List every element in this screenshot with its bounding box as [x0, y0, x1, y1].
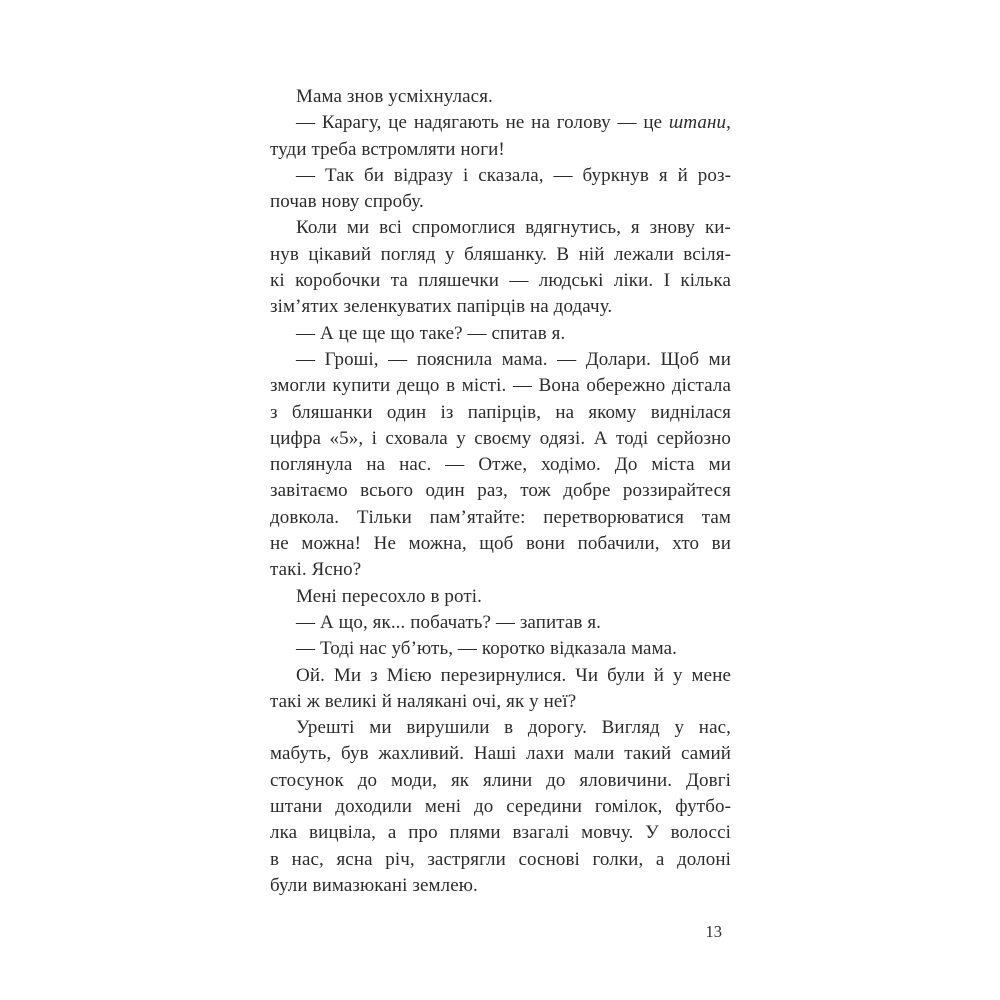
text-line: цифра «5», і сховала у своєму одязі. А тоді серйозно	[270, 427, 731, 449]
text-line: нув цікавий погляд у бляшанку. В ній лежали всіля-	[270, 243, 731, 265]
text-line: — А це ще що таке? — спитав я.	[296, 322, 566, 344]
text-line: в нас, ясна річ, застрягли соснові голки, а долоні	[270, 848, 731, 870]
text-line: такі. Ясно?	[270, 559, 362, 581]
text-line: кі коробочки та пляшечки — людські ліки. І кілька	[270, 270, 731, 292]
text-line: такі ж великі й налякані очі, як у неї?	[270, 690, 577, 712]
text-line: лка вицвіла, а про плями взагалі мовчу. У волоссі	[270, 822, 731, 844]
text-line: — Карагу, це надягають не на голову — це штани,	[296, 112, 731, 134]
paragraph	[270, 636, 731, 662]
text-line: зім’ятих зеленкуватих папірців на додачу.	[270, 296, 613, 318]
text-line: — А що, як... побачать? — запитав я.	[296, 611, 602, 633]
text-line: Мама знов усміхнулася.	[296, 86, 493, 107]
text-line: стосунок до моди, як ялини до яловичини. Довгі	[270, 769, 731, 791]
paragraph	[270, 215, 731, 320]
text-line: змогли купити дещо в місті. — Вона обережно дістала	[270, 375, 731, 397]
paragraph	[270, 84, 731, 110]
text-line: — Тоді нас уб’ють, — коротко відказала мама.	[296, 638, 677, 660]
paragraph	[270, 663, 731, 716]
text-line: — Гроші, — пояснила мама. — Долари. Щоб ми	[296, 348, 731, 370]
paragraph	[270, 163, 731, 216]
text-line: Коли ми всі спромоглися вдягнутись, я знову ки-	[296, 217, 731, 239]
text-line: не можна! Не можна, щоб вони побачили, хто ви	[270, 533, 731, 555]
text-line: були вимазюкані землею.	[270, 874, 478, 896]
text-line: почав нову спробу.	[270, 191, 424, 213]
text-line: з бляшанки один із папірців, на якому виднілася	[270, 401, 731, 423]
text-line: Мені пересохло в роті.	[296, 585, 482, 607]
text-line: — Так би відразу і сказала, — буркнув я й роз-	[296, 164, 731, 186]
text-line: туди треба встромляти ноги!	[270, 138, 505, 160]
text-line: штани доходили мені до середини гомілок, футбо-	[270, 796, 731, 818]
paragraph	[270, 347, 731, 584]
paragraph	[270, 321, 731, 347]
paragraph	[270, 715, 731, 899]
text-line: Ой. Ми з Мією перезирнулися. Чи були й у мене	[296, 664, 731, 686]
text-line: мабуть, був жахливий. Наші лахи мали такий самий	[270, 743, 731, 765]
text-line: поглянула на нас. — Отже, ходімо. До міста ми	[270, 454, 731, 476]
paragraph	[270, 610, 731, 636]
paragraph	[270, 584, 731, 610]
text-line: Урешті ми вирушили в дорогу. Вигляд у нас,	[296, 717, 731, 739]
text-line: довкола. Тільки пам’ятайте: перетворюватися там	[270, 506, 731, 528]
paragraph	[270, 110, 731, 163]
text-line: завітаємо всього один раз, тож добре роззирайтеся	[270, 480, 731, 502]
page-number: 13	[705, 922, 722, 941]
text-block	[270, 84, 731, 899]
